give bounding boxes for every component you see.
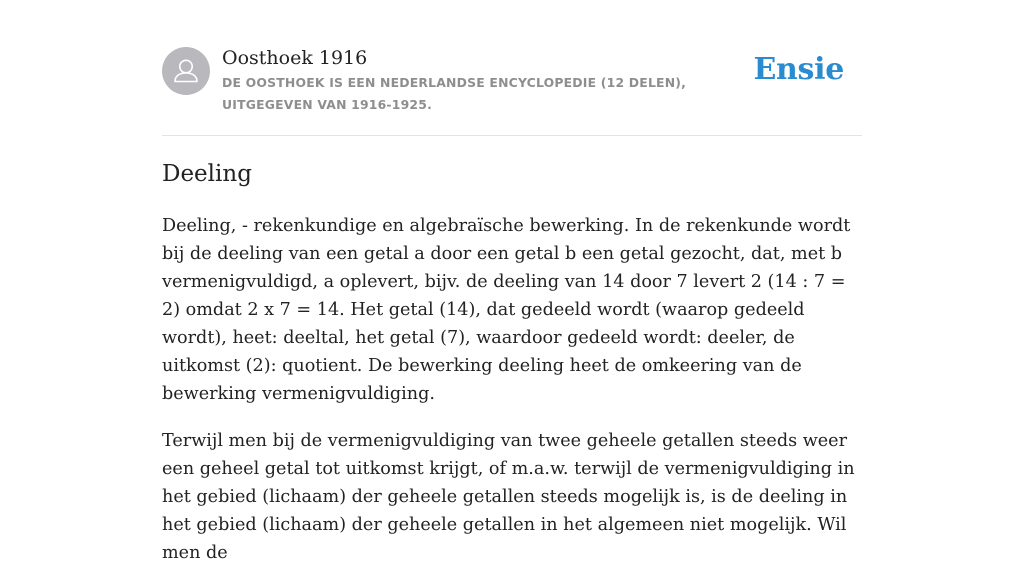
article-paragraph: Deeling, - rekenkundige en algebraïsche bewerking. In de rekenkunde wordt bij de deeling van een getal a door een getal b een getal gezocht, dat, met b vermenigvuldigd, a oplevert, bijv. de deeling van 14 door 7 levert 2 (14 : 7 = 2) omdat 2 x 7 = 14. Het getal (14), dat gedeeld wordt (waarop gedeeld wordt), heet: deeltal, het getal (7), waardoor gedeeld wordt: deeler, de uitkomst (2): quotient. De bewerking deeling heet de omkeering van de bewerking vermenigvuldiging. xyxy=(162,216,851,404)
article-paragraph: Terwijl men bij de vermenigvuldiging van twee geheele getallen steeds weer een geheel getal tot uitkomst krijgt, of m.a.w. terwijl de vermenigvuldiging in het gebied (lichaam) der geheele getallen steeds mogelijk is, is de deeling in het gebied (lichaam) der geheele getallen in het algemeen niet mogelijk. Wil men de xyxy=(162,431,855,563)
article-title: Deeling xyxy=(162,161,252,187)
source-header xyxy=(162,46,862,118)
header-divider xyxy=(162,135,862,136)
source-name[interactable]: Oosthoek 1916 xyxy=(222,47,368,69)
source-avatar[interactable] xyxy=(162,47,210,95)
article-body xyxy=(162,212,868,586)
source-description: DE OOSTHOEK IS EEN NEDERLANDSE ENCYCLOPEDIE (12 DELEN), UITGEGEVEN VAN 1916-1925. xyxy=(222,75,687,112)
user-silhouette-icon xyxy=(162,47,210,95)
brand-logo[interactable]: Ensie xyxy=(753,52,844,87)
